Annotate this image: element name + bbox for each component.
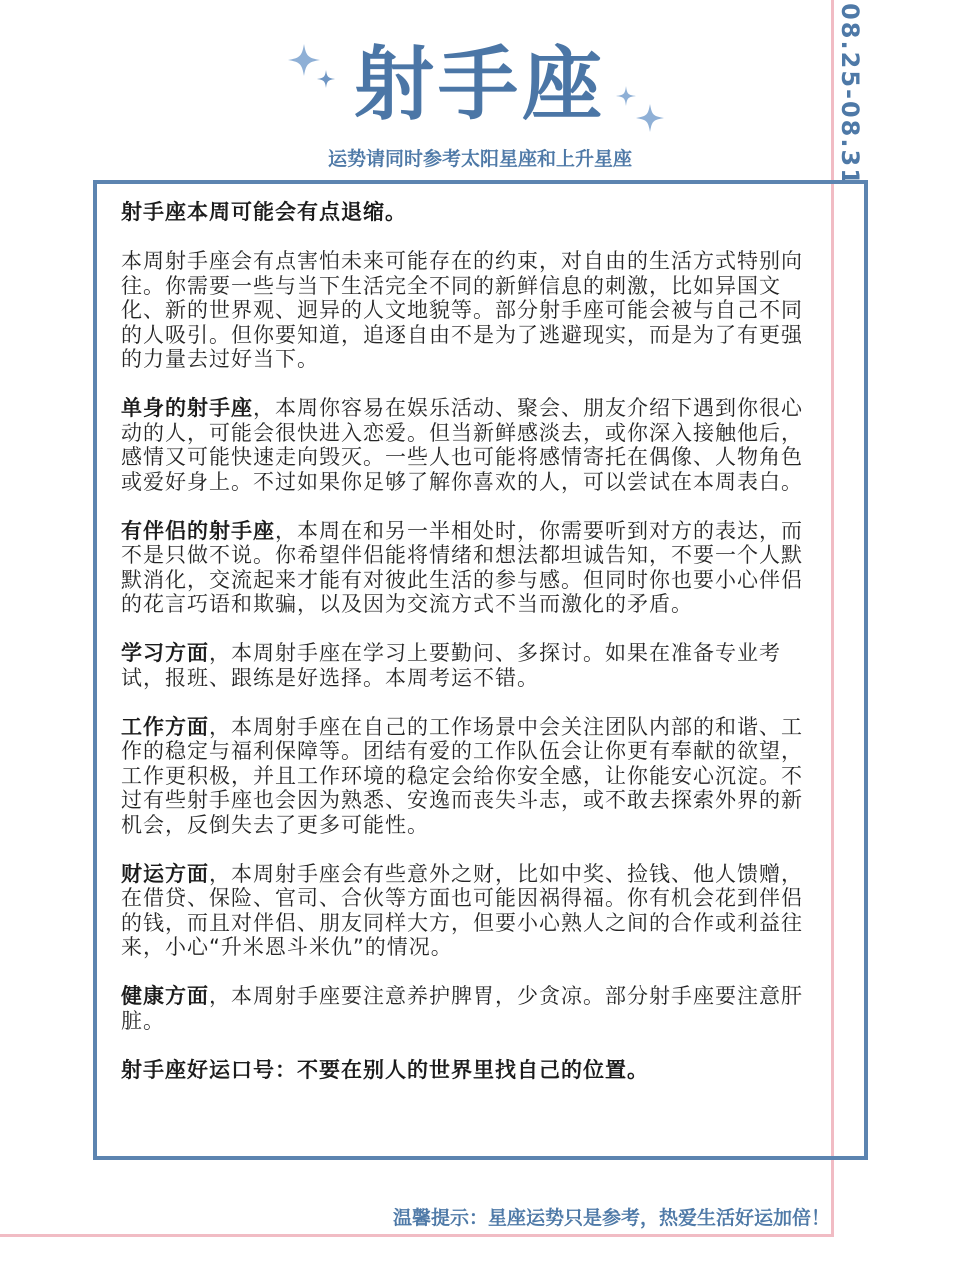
horoscope-text — [121, 200, 821, 1107]
slogan-line — [121, 1058, 821, 1083]
pink-frame-horizontal — [0, 1234, 834, 1237]
wealth-paragraph — [121, 862, 821, 960]
partner-paragraph — [121, 519, 821, 617]
work-label: 工作方面 — [121, 714, 209, 739]
health-text: ，本周射手座要注意养护脾胃，少贪凉。部分射手座要注意肝脏。 — [121, 984, 803, 1033]
single-label: 单身的射手座 — [121, 396, 253, 420]
work-paragraph — [121, 715, 821, 838]
footer-tip: 温馨提示：星座运势只是参考，热爱生活好运加倍！ — [392, 1207, 830, 1229]
intro-line — [121, 200, 821, 225]
subtitle: 运势请同时参考太阳星座和上升星座 — [327, 148, 632, 170]
wealth-label: 财运方面 — [121, 861, 209, 886]
date-range-text: 08.25-08.31 — [836, 3, 865, 187]
work-text: ，本周射手座在自己的工作场景中会关注团队内部的和谐、工作的稳定与福利保障等。团结有爱的工作队伍会让你更有奉献的欲望，工作更积极，并且工作环境的稳定会给你安全感，让你能安心沉淀。不过有些射手座也会因为熟悉、安逸而丧失斗志，或不敢去探索外界的新机会，反倒失去了更多可能性。 — [121, 714, 803, 837]
date-range — [832, 3, 868, 187]
study-label: 学习方面 — [121, 641, 209, 665]
partner-text: ，本周在和另一半相处时，你需要听到对方的表达，而不是只做不说。你希望伴侣能将情绪和想法都坦诚告知，不要一个人默默消化，交流起来才能有对彼此生活的参与感。但同时你也要小心伴侣的花言巧语和欺骗，以及因为交流方式不当而激化的矛盾。 — [121, 518, 803, 616]
wealth-text: ，本周射手座会有些意外之财，比如中奖、捡钱、他人馈赠，在借贷、保险、官司、合伙等方面也可能因祸得福。你有机会花到伴侣的钱，而且对伴侣、朋友同样大方，但要小心熟人之间的合作或利益往来，小心“升米恩斗米仇”的情况。 — [121, 861, 803, 959]
study-paragraph — [121, 641, 821, 690]
page-title: 射手座 — [354, 38, 606, 131]
content-box — [93, 180, 868, 1160]
intro-text: 射手座本周可能会有点退缩。 — [121, 200, 407, 224]
slogan-text: 射手座好运口号：不要在别人的世界里找自己的位置。 — [121, 1057, 649, 1082]
partner-label: 有伴侣的射手座 — [121, 518, 275, 543]
overview-paragraph: 本周射手座会有点害怕未来可能存在的约束，对自由的生活方式特别向往。你需要一些与当下生活完全不同的新鲜信息的刺激，比如异国文化、新的世界观、迥异的人文地貌等。部分射手座可能会被与自己不同的人吸引。但你要知道，追逐自由不是为了逃避现实，而是为了有更强的力量去过好当下。 — [121, 249, 803, 371]
single-paragraph — [121, 396, 821, 494]
health-paragraph — [121, 984, 821, 1033]
health-label: 健康方面 — [121, 984, 209, 1008]
study-text: ，本周射手座在学习上要勤问、多探讨。如果在准备专业考试，报班、跟练是好选择。本周考运不错。 — [121, 641, 781, 690]
single-text: ，本周你容易在娱乐活动、聚会、朋友介绍下遇到你很心动的人，可能会很快进入恋爱。但当新鲜感淡去，或你深入接触他后，感情又可能快速走向毁灭。一些人也可能将感情寄托在偶像、人物角色或爱好身上。不过如果你足够了解你喜欢的人，可以尝试在本周表白。 — [121, 396, 803, 494]
